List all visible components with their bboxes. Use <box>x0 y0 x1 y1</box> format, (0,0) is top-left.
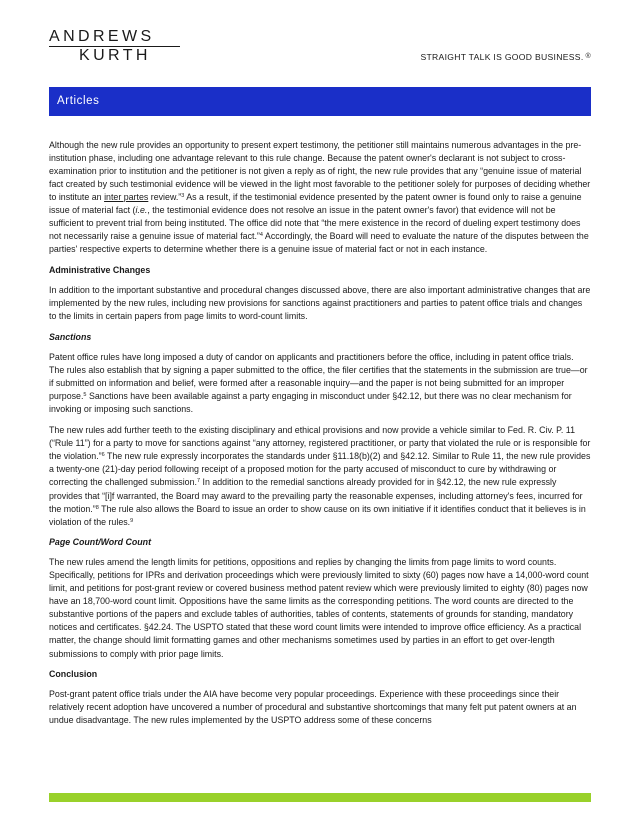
footnote-ref: 5 <box>83 391 87 398</box>
footnote-ref: 3 <box>181 193 185 200</box>
paragraph-candor <box>49 351 591 416</box>
paragraph-expert-testimony <box>49 139 591 256</box>
text-run: The new rules add further teeth to the existing disciplinary and ethical provisions and now provide a vehicle similar to Fed. R. Civ. P. 11 (“Rule 11”) for a party to move for sanctions against “any attorney, registered practitioner, or party that violated the rule or is responsible for the violation.” <box>49 425 591 462</box>
paragraph-conclusion: Post-grant patent office trials under the AIA have become very popular proceedings. Experience with these proceedings since their relatively recent adoption have uncovered a number of procedural and substantive shortcomings that many felt put patent owners at an undue disadvantage. The new rules implemented by the USPTO address some of these concerns <box>49 689 577 726</box>
text-run: Although the new rule provides an opportunity to present expert testimony, the petitioner still maintains numerous advantages in the pre-institution phase, including one advantage relevant to this rule change. Because the patent owner's declarant is not subject to cross-examination prior to institution and the petitioner is not given a reply as of right, the new rule provides that any “genuine issue of material fact created by such testimonial evidence will be viewed in the light most favorable to the petitioner solely for purposes of deciding whether to institute an <box>49 140 591 203</box>
section-title: Articles <box>57 95 100 107</box>
section-band <box>49 87 591 116</box>
footnote-ref: 6 <box>101 452 105 459</box>
logo-line-kurth: KURTH <box>79 47 151 64</box>
paragraph-rule-11 <box>49 424 591 528</box>
text-run: The new rule expressly incorporates the standards under §11.18(b)(2) and §42.12. Similar to Rule 11, the new rule provides a twenty-one (21)-day period following receipt of a proposed motion for the party accused of misconduct to cure by withdrawing or correcting the challenged submission. <box>49 451 591 488</box>
text-run: review.” <box>148 192 182 203</box>
text-run: , the testimonial evidence does not resolve an issue in the patent owner's favor) that evidence will not be sufficient to prevent trial from being instituted. The office did note that “the mere existence in the record of dueling expert testimony does not necessarily raise a genuine issue of material fact.” <box>49 205 581 242</box>
heading-page-count: Page Count/Word Count <box>49 537 152 548</box>
firm-logo <box>49 28 155 64</box>
page-header <box>49 29 591 84</box>
article-body <box>49 139 591 736</box>
logo-line-andrews: ANDREWS <box>49 28 155 45</box>
text-run: Accordingly, the Board will need to evaluate the nature of the disputes between the parties' respective experts to determine whether there is a genuine issue of material fact or not in each instance. <box>49 231 589 255</box>
text-run: Sanctions have been available against a party engaging in misconduct under §42.12, but there was no clear mechanism for invoking or imposing such sanctions. <box>49 390 572 414</box>
text-run: Patent office rules have long imposed a duty of candor on applicants and practitioners before the office, including in patent office trials. The rules also establish that by signing a paper submitted to the office, the filer certifies that the statements in the submission are true—or if submitted on information and belief, were formed after a reasonable inquiry—and the paper is not being submitted for an improper purpose. <box>49 351 588 401</box>
footer-bar <box>49 793 591 802</box>
heading-sanctions: Sanctions <box>49 331 92 342</box>
heading-conclusion: Conclusion <box>49 669 98 680</box>
registered-mark: ® <box>585 53 591 60</box>
text-run: In addition to the remedial sanctions already provided for in §42.12, the new rule expressly provides that “[i]f warranted, the Board may award to the prevailing party the reasonable expenses, including attorney's fees, incurred for the motion.” <box>49 477 583 514</box>
footnote-ref: 9 <box>130 517 134 524</box>
paragraph-administrative: In addition to the important substantive and procedural changes discussed above, there are also important administrative changes that are implemented by the new rules, including new provisions for sanctions against practitioners and parties to patent office trials and changes to the limits in certain papers from page limits to word-count limits. <box>49 284 591 322</box>
tagline-text: STRAIGHT TALK IS GOOD BUSINESS. <box>420 52 584 62</box>
tagline <box>420 52 591 62</box>
footnote-ref: 4 <box>259 232 263 239</box>
text-run-underlined: inter partes <box>104 192 149 203</box>
text-run-italic: i.e. <box>135 205 148 216</box>
heading-administrative-changes: Administrative Changes <box>49 264 151 275</box>
footnote-ref: 8 <box>95 504 99 511</box>
paragraph-word-count: The new rules amend the length limits for petitions, oppositions and replies by changing the limits from page limits to word counts. Specifically, petitions for IPRs and derivation proceedings which were previously limited to sixty (60) pages now have a 14,000-word count limit, and petitions for post-grant review or covered business method patent review which were previously limited to eighty (80) pages now have an 18,700-word count limit. Oppositions have the same limits as the corresponding petitions. The word counts are directed to the substantive portions of the papers and exclude tables of authorities, tables of contents, statements of grounds for standing, mandatory notices and certificates. §42.24. The USPTO stated that these word count limits were intended to improve office efficiency. As a practical matter, the change should limit formatting games and other mechanisms sometimes used by parties in an effort to get over-length submissions to comply with prior page limits. <box>49 557 589 659</box>
text-run: The rule also allows the Board to issue an order to show cause on its own initiative if it identifies conduct that it believes is in violation of the rules. <box>49 503 586 527</box>
text-run: As a result, if the testimonial evidence presented by the patent owner is found only to raise a genuine issue of material fact ( <box>49 192 582 216</box>
footnote-ref: 7 <box>196 478 201 485</box>
